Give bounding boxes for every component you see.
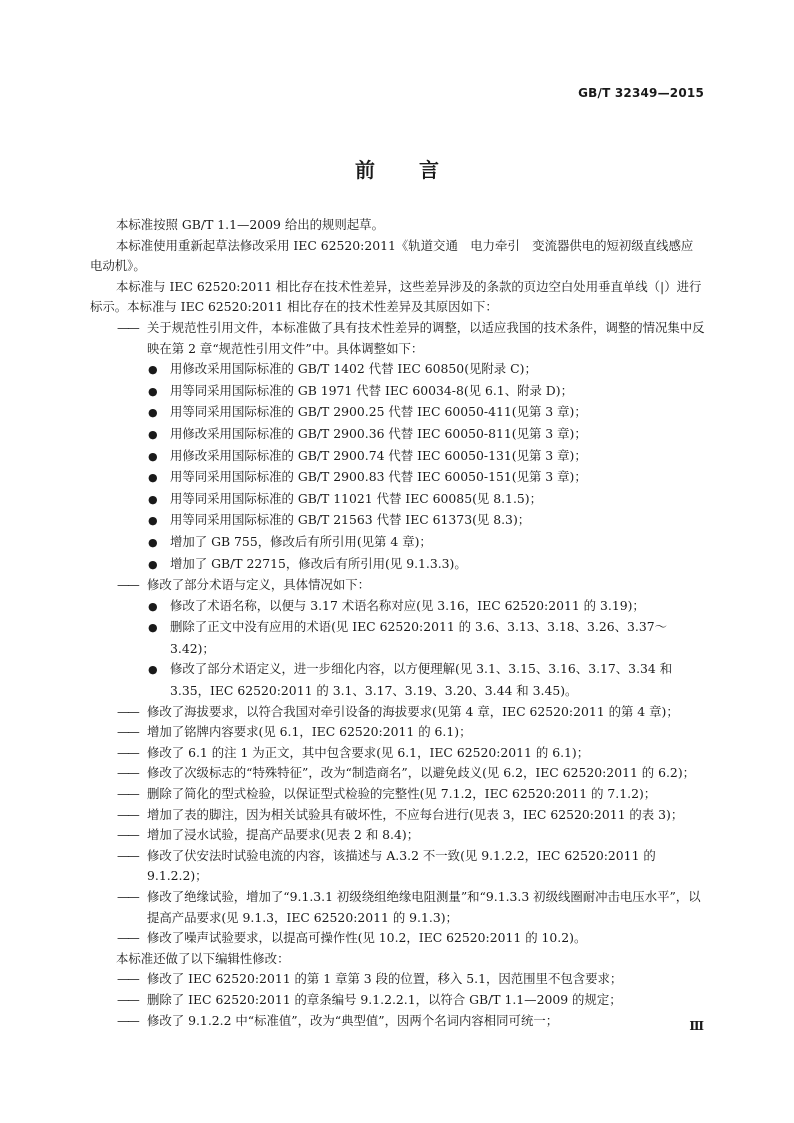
bullet-item: ● 用修改采用国际标准的 GB/T 1402 代替 IEC 60850(见附录 C)； <box>90 359 705 381</box>
list-item: —— 修改了次级标志的“特殊特征”，改为“制造商名”，以避免歧义(见 6.2，IEC 62520:2011 的 6.2)； <box>90 763 705 784</box>
bullet-icon: ● <box>148 663 158 677</box>
bullet-icon: ● <box>148 535 158 549</box>
dash-marker: —— <box>117 930 138 946</box>
list-item: —— 修改了 6.1 的注 1 为正文，其中包含要求(见 6.1，IEC 62520:2011 的 6.1)； <box>90 743 705 764</box>
bullet-icon: ● <box>148 427 158 441</box>
bullet-icon: ● <box>148 384 158 398</box>
paragraph: 本标准按照 GB/T 1.1—2009 给出的规则起草。 <box>116 217 384 232</box>
list-item: —— 增加了铭牌内容要求(见 6.1，IEC 62520:2011 的 6.1)； <box>90 722 705 743</box>
bullet-item: ● 修改了术语名称，以便与 3.17 术语名称对应(见 3.16，IEC 62520:2011 的 3.19)； <box>90 596 705 618</box>
list-item: —— 删除了简化的型式检验，以保证型式检验的完整性(见 7.1.2，IEC 62520:2011 的 7.1.2)； <box>90 784 705 805</box>
bullet-item: ● 修改了部分术语定义，进一步细化内容，以方便理解(见 3.1、3.15、3.16、3.17、3.34 和 3.35，IEC 62520:2011 的 3.1、3.17、3.19、3.20、3.44 和 3.45)。 <box>148 661 673 699</box>
dash-marker: —— <box>117 319 138 335</box>
list-item: —— 修改了海拔要求，以符合我国对牵引设备的海拔要求(见第 4 章，IEC 62520:2011 的第 4 章)； <box>90 702 705 723</box>
bullet-icon: ● <box>148 557 158 571</box>
bullet-item: ● 用等同采用国际标准的 GB/T 11021 代替 IEC 60085(见 8.1.5)； <box>90 489 705 511</box>
page-number: Ⅲ <box>689 1019 704 1033</box>
bullet-item: ● 增加了 GB/T 22715，修改后有所引用(见 9.1.3.3)。 <box>90 554 705 576</box>
dash-marker: —— <box>117 1012 138 1028</box>
dash-marker: —— <box>117 889 138 904</box>
bullet-item: ● 用等同采用国际标准的 GB/T 21563 代替 IEC 61373(见 8.3)； <box>90 510 705 532</box>
list-item: —— 删除了 IEC 62520:2011 的章条编号 9.1.2.2.1，以符合 GB/T 1.1—2009 的规定； <box>90 990 705 1011</box>
list-item: —— 修改了伏安法时试验电流的内容，该描述与 A.3.2 不一致(见 9.1.2.2，IEC 62520:2011 的 9.1.2.2)； <box>117 847 656 884</box>
bullet-item: ● 用等同采用国际标准的 GB/T 2900.83 代替 IEC 60050-151(见第 3 章)； <box>90 467 705 489</box>
standard-number: GB/T 32349—2015 <box>578 86 704 100</box>
list-item-text: 关于规范性引用文件，本标准做了具有技术性差异的调整，以适应我国的技术条件，调整的情况集中反映在第 2 章“规范性引用文件”中。具体调整如下： <box>147 319 705 356</box>
bullet-icon: ● <box>148 471 158 485</box>
bullet-item: ● 用修改采用国际标准的 GB/T 2900.74 代替 IEC 60050-131(见第 3 章)； <box>90 446 705 468</box>
bullet-icon: ● <box>148 449 158 463</box>
bullet-icon: ● <box>148 621 158 635</box>
list-item: —— 增加了浸水试验，提高产品要求(见表 2 和 8.4)； <box>90 825 705 846</box>
dash-marker: —— <box>117 577 138 593</box>
paragraph: 本标准使用重新起草法修改采用 IEC 62520:2011《轨道交通 电力牵引 变流器供电的短初级直线感应电动机》。 <box>90 237 694 274</box>
dash-marker: —— <box>117 991 138 1007</box>
list-item <box>90 318 705 359</box>
page-title: 前言 <box>355 158 483 182</box>
list-item <box>90 575 705 596</box>
bullet-icon: ● <box>148 492 158 506</box>
paragraph: 本标准还做了以下编辑性修改： <box>116 950 290 966</box>
dash-marker: —— <box>117 744 138 760</box>
list-item-text: 修改了部分术语与定义，具体情况如下： <box>147 577 371 593</box>
bullet-icon: ● <box>148 599 158 613</box>
bullet-icon: ● <box>148 363 158 377</box>
bullet-item: ● 用修改采用国际标准的 GB/T 2900.36 代替 IEC 60050-811(见第 3 章)； <box>90 424 705 446</box>
list-item: —— 修改了绝缘试验，增加了“9.1.3.1 初级绕组绝缘电阻测量”和“9.1.3.3 初级线圈耐冲击电压水平”，以提高产品要求(见 9.1.3，IEC 62520:2011 的 9.1.3)； <box>117 889 701 925</box>
bullet-item: ● 增加了 GB 755，修改后有所引用(见第 4 章)； <box>90 532 705 554</box>
dash-marker: —— <box>117 806 138 822</box>
bullet-icon: ● <box>148 514 158 528</box>
dash-marker: —— <box>117 703 138 719</box>
dash-marker: —— <box>117 724 138 740</box>
list-item: —— 修改了噪声试验要求，以提高可操作性(见 10.2，IEC 62520:2011 的 10.2)。 <box>90 928 705 949</box>
paragraph: 本标准与 IEC 62520:2011 相比存在技术性差异，这些差异涉及的条款的页边空白处用垂直单线（|）进行标示。本标准与 IEC 62520:2011 相比存在的技术性差异及其原因如下： <box>90 278 702 315</box>
bullet-item: ● 用等同采用国际标准的 GB 1971 代替 IEC 60034-8(见 6.1、附录 D)； <box>90 381 705 403</box>
bullet-icon: ● <box>148 406 158 420</box>
list-item: —— 增加了表的脚注，因为相关试验具有破坏性，不应每台进行(见表 3，IEC 62520:2011 的表 3)； <box>90 805 705 826</box>
dash-marker: —— <box>117 971 138 987</box>
bullet-item: ● 删除了正文中没有应用的术语(见 IEC 62520:2011 的 3.6、3.13、3.18、3.26、3.37～3.42)； <box>148 619 668 656</box>
dash-marker: —— <box>117 765 138 781</box>
dash-marker: —— <box>117 847 138 863</box>
foreword-body <box>90 215 705 1031</box>
dash-marker: —— <box>117 786 138 802</box>
dash-marker: —— <box>117 827 138 843</box>
list-item: —— 修改了 IEC 62520:2011 的第 1 章第 3 段的位置，移入 5.1，因范围里不包含要求； <box>90 969 705 990</box>
list-item: —— 修改了 9.1.2.2 中“标准值”，改为“典型值”，因两个名词内容相同可统一； <box>90 1011 705 1032</box>
bullet-item: ● 用等同采用国际标准的 GB/T 2900.25 代替 IEC 60050-411(见第 3 章)； <box>90 402 705 424</box>
